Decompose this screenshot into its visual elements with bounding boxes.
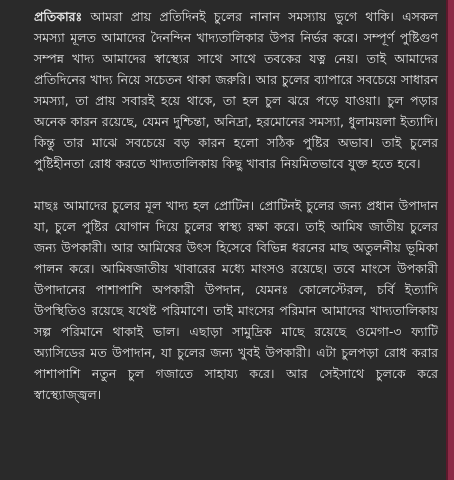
fish-text: মাছঃ আমাদের চুলের মূল খাদ্য হল প্রোটিন। প্রোটিনই চুলের জন্য প্রধান উপাদান যা, চুলে পুষ্টির যোগান দিয়ে চুলের স্বাস্থ্য রক্ষা করে। তাই আমিষ জাতীয় চুলের জন্য উপকারী। আর আমিষের উৎস হিসেবে বিভিন্ন ধরনের মাছ অতুলনীয় ভূমিকা পালন করে। আমিষজাতীয় খাবারের মধ্যে মাংসও রয়েছে। তবে মাংসে উপকারী উপাদানের পাশাপাশি অপকারী উপদান, যেমনঃ কোলেস্টেরল, চর্বি ইত্যাদি উপস্থিতিও রয়েছে যথেষ্ট পরিমাণে। তাই মাংসের পরিমান আমাদের খাদ্যতালিকায় সল্প পরিমানে থাকাই ভাল। এছাড়া সামুদ্রিক মাছে রয়েছে ওমেগা-৩ ফ্যাটি অ্যাসিডের মত উপাদান, যা চুলের জন্য খুবই উপকারী। এটা চুলপড়া রোধ করার পাশাপাশি নতুন চুল গজাতে সাহায্য করে। আর সেইসাথে চুলকে করে স্বাস্থ্যোজ্জ্বল। <box>34 198 438 402</box>
paragraph-fish <box>34 195 438 405</box>
paragraph-remedy <box>34 6 438 174</box>
remedy-text: আমরা প্রায় প্রতিদিনই চুলের নানান সমস্যায় ভুগে থাকি। এসকল সমস্যা মূলত আমাদের দৈনন্দিন খাদ্যতালিকার উপর নির্ভর করে। সম্পূর্ণ পুষ্টিগুণ সম্পন্ন খাদ্য আমাদের স্বাস্থ্যের সাথে সাথে তবকের যত্ন নেয়। তাই আমাদের প্রতিদিনের খাদ্য নিয়ে সচেতন থাকা জরুরি। আর চুলের ব্যাপারে সবচেয়ে সাধারন সমস্যা, তা প্রায় সবারই হয়ে থাকে, তা হল চুল ঝরে পড়ে যাওয়া। চুল পড়ার অনেক কারন রয়েছে, যেমন দুশ্চিন্তা, অনিদ্রা, হরমোনের সমস্যা, ধুলাময়লা ইত্যাদি। কিন্তু তার মাঝে সবচেয়ে বড় কারন হলো সঠিক পুষ্টির অভাব। তাই চুলের পুষ্টিহীনতা রোধ করতে খাদ্যতালিকায় কিছু খাবার নিয়মিতভাবে যুক্ত হতে হবে। <box>34 9 438 171</box>
side-accent-strip <box>446 0 454 480</box>
remedy-label: প্রতিকারঃ <box>34 9 83 24</box>
